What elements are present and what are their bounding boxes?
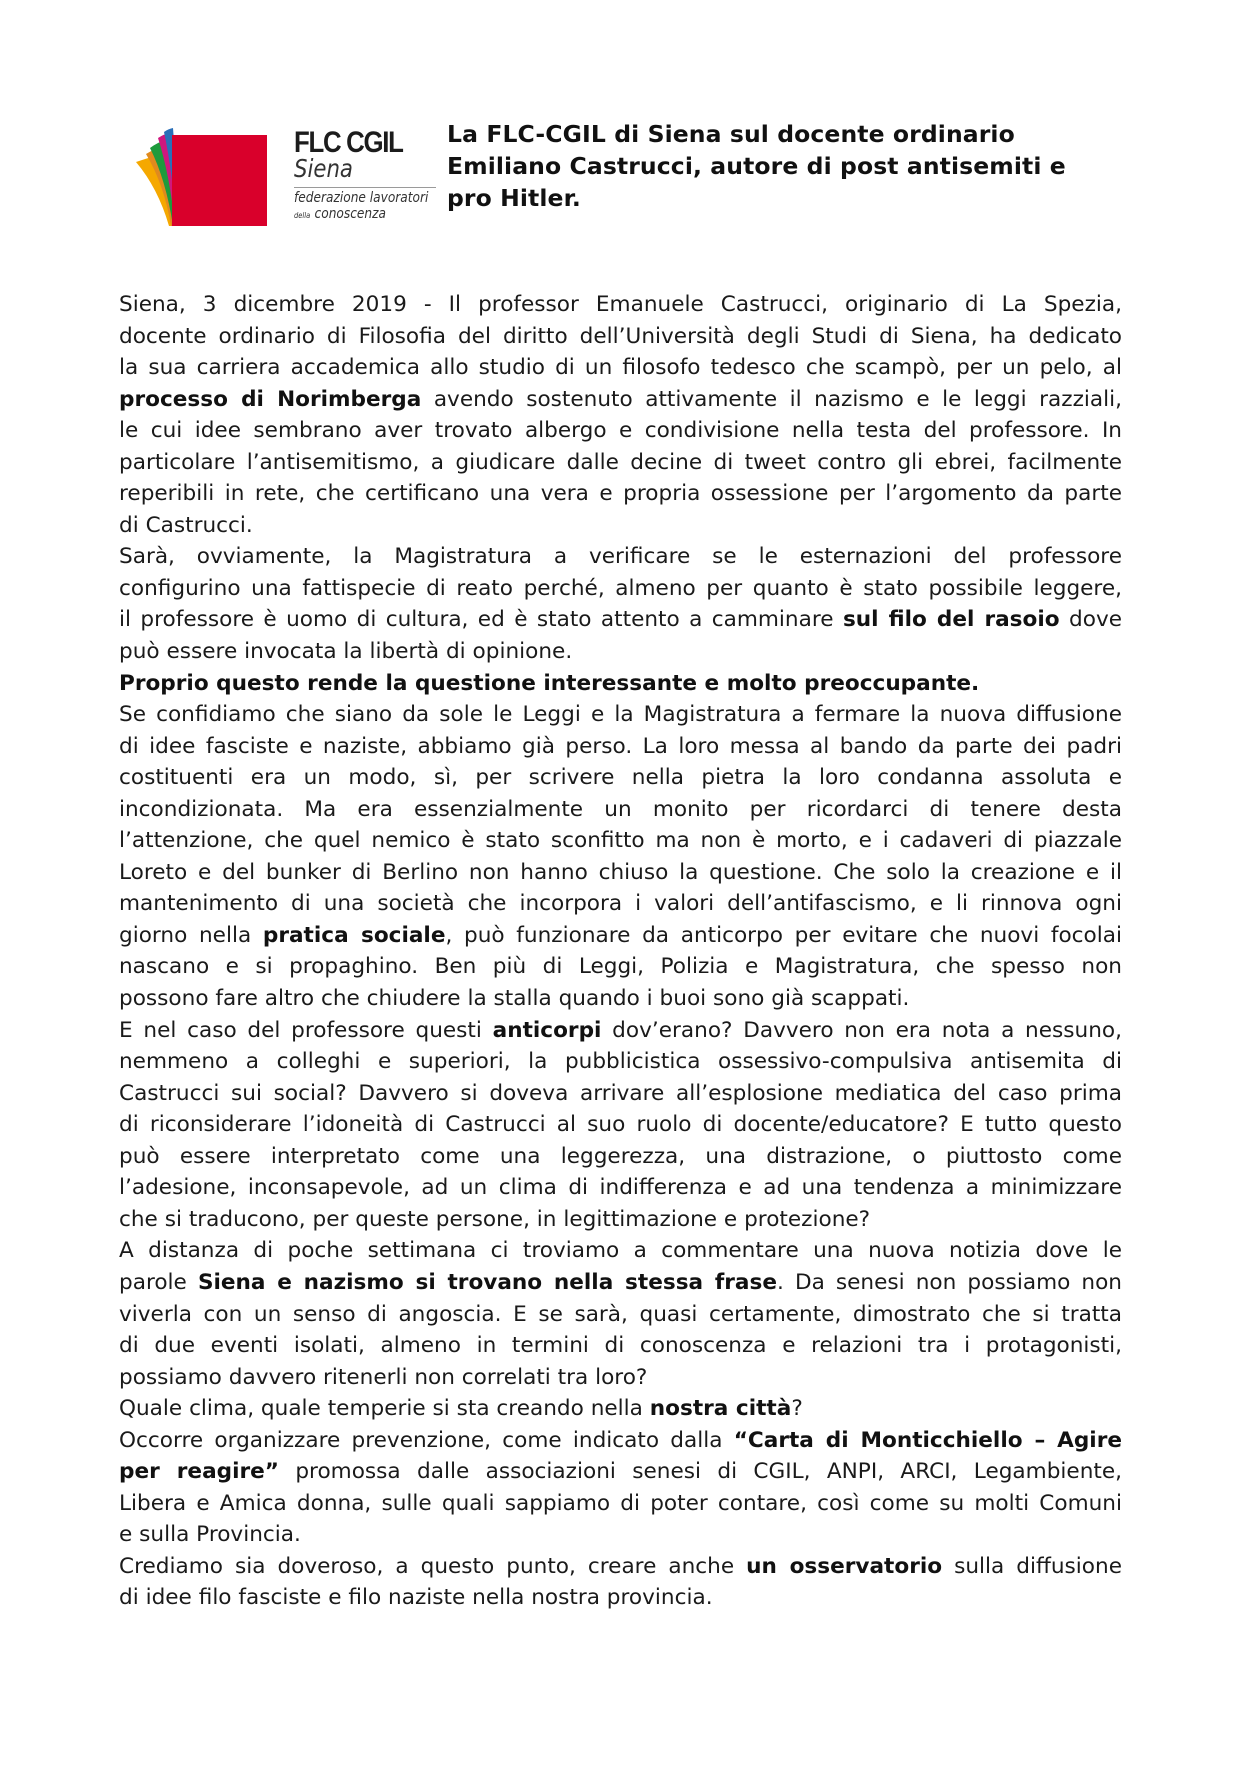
text-run: particolare l’antisemitismo, a giudicare dalle decine di tweet contro gli ebrei, facilmente [119, 449, 1122, 475]
logo-tagline-1: federazione lavoratori [294, 190, 429, 206]
body-text-line [119, 384, 1122, 416]
body-text-line [119, 951, 1122, 983]
text-run: configurino una fattispecie di reato perché, almeno per quanto è stato possibile leggere, [119, 575, 1122, 601]
body-text-line [119, 1235, 1122, 1267]
bold-emphasis: nostra città [649, 1396, 792, 1422]
text-run: che si traducono, per queste persone, in legittimazione e protezione? [119, 1206, 871, 1232]
body-text-line [119, 857, 1122, 889]
flc-cgil-siena-logo [136, 126, 436, 226]
page-title [447, 118, 1147, 214]
text-run: . Da senesi non possiamo non [776, 1269, 1122, 1295]
body-text-line [119, 541, 1122, 573]
body-text-line [119, 478, 1122, 510]
text-run: Sarà, ovviamente, la Magistratura a verificare se le esternazioni del professore [119, 544, 1122, 570]
bold-emphasis: “Carta di Monticchiello – Agire [733, 1427, 1123, 1453]
bold-emphasis: anticorpi [492, 1017, 602, 1043]
body-text-line [119, 1393, 1122, 1425]
text-run: può essere interpretato come una leggerezza, una distrazione, o piuttosto come [119, 1143, 1122, 1169]
fan-of-pages-logo-icon [136, 126, 276, 228]
title-line: La FLC-CGIL di Siena sul docente ordinario [447, 120, 1015, 148]
text-run: mantenimento di una società che incorpora i valori dell’antifascismo, e li rinnova ogni [119, 891, 1122, 917]
text-run: dove [1059, 607, 1123, 633]
body-text-line [119, 447, 1122, 479]
body-text-line [119, 825, 1122, 857]
body-text-line [119, 1488, 1122, 1520]
text-run: la sua carriera accademica allo studio di un filosofo tedesco che scampò, per un pelo, al [119, 355, 1122, 381]
text-run: l’adesione, inconsapevole, ad un clima di indifferenza e ad una tendenza a minimizzare [119, 1175, 1122, 1201]
text-run: reperibili in rete, che certificano una vera e propria ossessione per l’argomento da parte [119, 481, 1122, 507]
body-text-line [119, 1015, 1122, 1047]
body-text-line [119, 1267, 1122, 1299]
title-line: Emiliano Castrucci, autore di post antisemiti e [447, 152, 1066, 180]
text-run: Quale clima, quale temperie si sta creando nella [119, 1396, 650, 1422]
body-text-line [119, 731, 1122, 763]
body-text-line [119, 1204, 1122, 1236]
text-run: di idee fasciste e naziste, abbiamo già perso. La loro messa al bando da parte dei padri [119, 733, 1122, 759]
body-text-line [119, 415, 1122, 447]
text-run: parole [119, 1269, 198, 1295]
body-text-line [119, 762, 1122, 794]
text-run: di riconsiderare l’idoneità di Castrucci al suo ruolo di docente/educatore? E tutto questo [119, 1112, 1122, 1138]
body-text-line [119, 1425, 1122, 1457]
text-run: docente ordinario di Filosofia del diritto dell’Università degli Studi di Siena, ha dedicato [119, 323, 1122, 349]
text-run: le cui idee sembrano aver trovato albergo e condivisione nella testa del professore. In [119, 418, 1122, 444]
body-text-line [119, 1330, 1122, 1362]
logo-org-name: FLC CGIL [294, 126, 403, 159]
logo-city: Siena [294, 154, 353, 183]
body-text-line [119, 1046, 1122, 1078]
article-body [119, 289, 1122, 1614]
text-run: possono fare altro che chiudere la stalla quando i buoi sono già scappati. [119, 986, 910, 1012]
text-run: Occorre organizzare prevenzione, come indicato dalla [119, 1427, 734, 1453]
text-run: di due eventi isolati, almeno in termini di conoscenza e relazioni tra i protagonisti, [119, 1333, 1122, 1359]
text-run: E nel caso del professore questi [119, 1017, 493, 1043]
text-run: viverla con un senso di angoscia. E se sarà, quasi certamente, dimostrato che si tratta [119, 1301, 1122, 1327]
body-text-line [119, 794, 1122, 826]
text-run: Castrucci sui social? Davvero si doveva arrivare all’esplosione mediatica del caso prima [119, 1080, 1122, 1106]
text-run: possiamo davvero ritenerli non correlati tra loro? [119, 1364, 648, 1390]
text-run: avendo sostenuto attivamente il nazismo e le leggi razziali, [421, 386, 1122, 412]
text-run: l’attenzione, che quel nemico è stato sconfitto ma non è morto, e i cadaveri di piazzale [119, 828, 1122, 854]
body-text-line [119, 1172, 1122, 1204]
body-text-line [119, 510, 1122, 542]
logo-tagline-conoscenza: conoscenza [314, 206, 386, 222]
text-run: di Castrucci. [119, 512, 253, 538]
text-run: ? [791, 1396, 803, 1422]
bold-emphasis: Proprio questo rende la questione interessante e molto preoccupante. [119, 670, 980, 696]
logo-tagline-2 [294, 205, 386, 224]
text-run: può essere invocata la libertà di opinione. [119, 639, 573, 665]
text-run: incondizionata. Ma era essenzialmente un monito per ricordarci di tenere desta [119, 796, 1122, 822]
text-run: sulla diffusione [942, 1553, 1122, 1579]
text-run: dov’erano? Davvero non era nota a nessuno, [601, 1017, 1122, 1043]
logo-divider [294, 187, 436, 188]
body-text-line [119, 1078, 1122, 1110]
body-text-line [119, 352, 1122, 384]
text-run: Loreto e del bunker di Berlino non hanno chiuso la questione. Che solo la creazione e il [119, 859, 1122, 885]
body-text-line [119, 920, 1122, 952]
title-line: pro Hitler. [447, 184, 581, 212]
body-text-line [119, 1519, 1122, 1551]
body-text-line [119, 1582, 1122, 1614]
bold-emphasis: un osservatorio [746, 1553, 943, 1579]
text-run: Libera e Amica donna, sulle quali sappiamo di poter contare, così come su molti Comuni [119, 1490, 1122, 1516]
body-text-line [119, 604, 1122, 636]
text-run: e sulla Provincia. [119, 1522, 301, 1548]
text-run: giorno nella [119, 922, 263, 948]
body-text-line [119, 289, 1122, 321]
text-run: A distanza di poche settimana ci troviamo a commentare una nuova notizia dove le [119, 1238, 1122, 1264]
body-text-line [119, 636, 1122, 668]
bold-emphasis: sul filo del rasoio [842, 607, 1060, 633]
bold-emphasis: Siena e nazismo si trovano nella stessa frase [197, 1269, 777, 1295]
bold-emphasis: per reagire” [119, 1459, 279, 1485]
body-text-line [119, 668, 1122, 700]
body-text-line [119, 1141, 1122, 1173]
body-text-line [119, 983, 1122, 1015]
body-text-line [119, 1299, 1122, 1331]
logo-tagline-della: della [294, 211, 311, 220]
body-text-line [119, 1109, 1122, 1141]
text-run: nascano e si propaghino. Ben più di Leggi, Polizia e Magistratura, che spesso non [119, 954, 1122, 980]
bold-emphasis: pratica sociale [262, 922, 446, 948]
text-run: nemmeno a colleghi e superiori, la pubblicistica ossessivo-compulsiva antisemita di [119, 1049, 1122, 1075]
text-run: di idee filo fasciste e filo naziste nella nostra provincia. [119, 1585, 713, 1611]
body-text-line [119, 699, 1122, 731]
bold-emphasis: processo di Norimberga [119, 386, 422, 412]
text-run: Se confidiamo che siano da sole le Leggi e la Magistratura a fermare la nuova diffusione [119, 702, 1122, 728]
text-run: il professore è uomo di cultura, ed è stato attento a camminare [119, 607, 843, 633]
body-text-line [119, 888, 1122, 920]
text-run: costituenti era un modo, sì, per scrivere nella pietra la loro condanna assoluta e [119, 765, 1122, 791]
text-run: Siena, 3 dicembre 2019 - Il professor Emanuele Castrucci, originario di La Spezia, [119, 292, 1122, 317]
body-text-line [119, 573, 1122, 605]
text-run: , può funzionare da anticorpo per evitare che nuovi focolai [445, 922, 1122, 948]
body-text-line [119, 1362, 1122, 1394]
body-text-line [119, 1551, 1122, 1583]
text-run: Crediamo sia doveroso, a questo punto, creare anche [119, 1553, 747, 1579]
text-run: promossa dalle associazioni senesi di CGIL, ANPI, ARCI, Legambiente, [278, 1459, 1122, 1485]
body-text-line [119, 1456, 1122, 1488]
body-text-line [119, 321, 1122, 353]
